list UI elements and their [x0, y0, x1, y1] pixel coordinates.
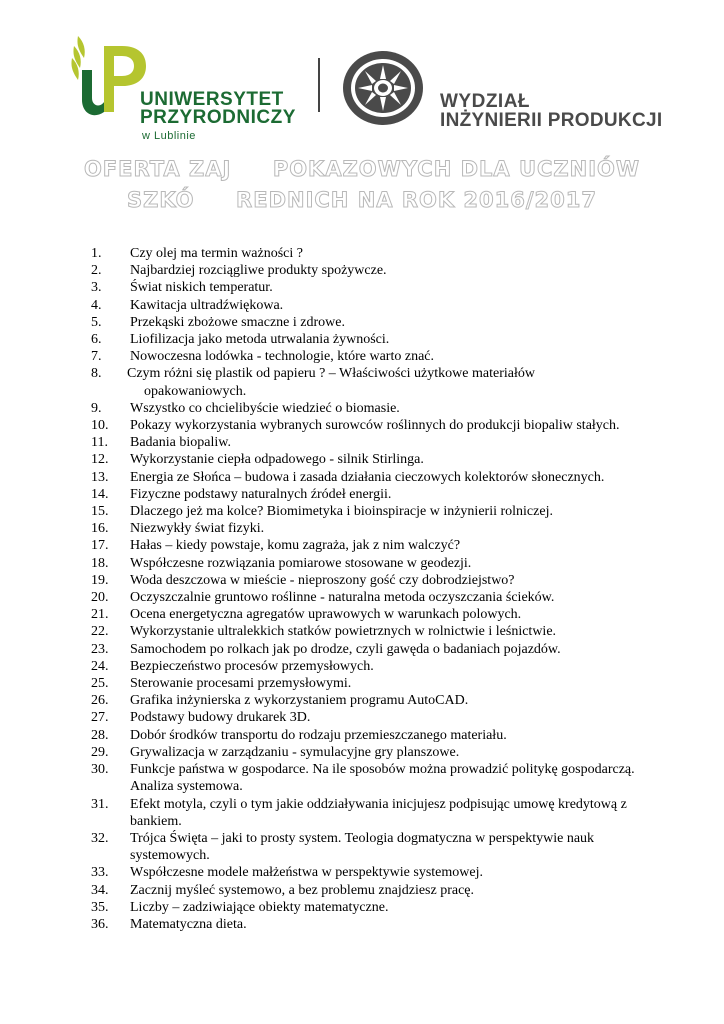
list-item-text-block [130, 434, 674, 451]
list-item-text: Fizyczne podstawy naturalnych źródeł energii. [130, 486, 392, 502]
list-item-text-block [130, 331, 674, 348]
list-item [0, 606, 724, 623]
list-item-number: 22. [91, 624, 109, 640]
list-item [0, 727, 724, 744]
list-item-number: 29. [91, 744, 109, 760]
list-item-number: 14. [91, 486, 109, 502]
list-item-text-block [130, 451, 674, 468]
list-item-text: Wykorzystanie ultralekkich statków powietrznych w rolnictwie i leśnictwie. [130, 624, 557, 640]
title-line1: OFERTA ZAJ POKAZOWYCH DLA UCZNIÓW [83, 157, 641, 181]
list-item-text: Najbardziej rozciągliwe produkty spożywcze. [130, 263, 387, 279]
list-item-text-block [130, 520, 674, 537]
list-item [0, 297, 724, 314]
list-item-number: 2. [91, 263, 102, 279]
list-item-text: Czy olej ma termin ważności ? [130, 246, 303, 261]
list-item [0, 537, 724, 554]
list-item-number: 17. [91, 538, 109, 554]
list-item-number: 34. [91, 882, 109, 898]
list-item-number: 25. [91, 676, 109, 692]
list-item-text: Współczesne modele małżeństwa w perspektywie systemowej. [130, 865, 484, 881]
list-item-text: Hałas – kiedy powstaje, komu zagraża, jak z nim walczyć? [130, 538, 461, 554]
list-item [0, 365, 724, 399]
list-item-number: 20. [91, 590, 109, 606]
list-item-text-block [130, 606, 674, 623]
list-item [0, 555, 724, 572]
list-item-text-block [130, 279, 674, 296]
list-item-text: Grywalizacja w zarządzaniu - symulacyjne gry planszowe. [130, 744, 460, 760]
list-item-text-block [130, 314, 674, 331]
list-item-text-block [130, 589, 674, 606]
list-item-text: Oczyszczalnie gruntowo roślinne - naturalna metoda oczyszczania ścieków. [130, 590, 555, 606]
list-item [0, 503, 724, 520]
list-item [0, 486, 724, 503]
list-item [0, 262, 724, 279]
list-item [0, 692, 724, 709]
list-item-text-block [130, 641, 674, 658]
list-item-number: 1. [91, 246, 102, 261]
list-item [0, 796, 724, 830]
list-item-text: Energia ze Słońca – budowa i zasada działania cieczowych kolektorów słonecznych. [130, 469, 605, 485]
list-item-text-block [130, 262, 674, 279]
list-item-text-continuation: bankiem. [130, 813, 182, 829]
list-item-number: 5. [91, 314, 102, 330]
list-item-number: 15. [91, 504, 109, 520]
university-location: w Lublinie [142, 130, 196, 142]
list-item-number: 24. [91, 658, 109, 674]
list-item-text: Ocena energetyczna agregatów uprawowych w warunkach polowych. [130, 607, 522, 623]
list-item-text: Przekąski zbożowe smaczne i zdrowe. [130, 314, 345, 330]
list-item [0, 331, 724, 348]
faculty-name-line2: INŻYNIERII PRODUKCJI [440, 110, 663, 131]
list-item-text-block [130, 469, 674, 486]
wheel-emblem-icon [341, 49, 425, 127]
list-item-number: 9. [91, 400, 102, 416]
list-item-text-block [130, 675, 674, 692]
list-item [0, 675, 724, 692]
list-item-number: 3. [91, 280, 102, 296]
list-item-text-block [130, 864, 674, 881]
list-item-text: Nowoczesna lodówka - technologie, które warto znać. [130, 349, 434, 365]
list-item-text: Zacznij myśleć systemowo, a bez problemu znajdziesz pracę. [130, 882, 475, 898]
list-item-text-continuation: Analiza systemowa. [130, 779, 243, 795]
list-item-text-block [130, 417, 674, 434]
list-item-text-block [130, 623, 674, 640]
university-name-line2: PRZYRODNICZY [140, 107, 296, 128]
list-item [0, 245, 724, 262]
list-item-text-block [130, 572, 674, 589]
list-item-text-block [130, 692, 674, 709]
list-item-text: Trójca Święta – jaki to prosty system. Teologia dogmatyczna w perspektywie nauk [130, 830, 595, 846]
list-item-text-block [130, 555, 674, 572]
list-item-text-block [130, 744, 674, 761]
list-item [0, 279, 724, 296]
list-item [0, 417, 724, 434]
list-item-text-block [130, 486, 674, 503]
list-item [0, 709, 724, 726]
list-item-number: 6. [91, 332, 102, 348]
list-item-number: 7. [91, 349, 102, 365]
list-item-text-continuation: systemowych. [130, 848, 210, 864]
list-item-number: 8. [91, 366, 102, 382]
list-item-text: Dlaczego jeż ma kolce? Biomimetyka i bioinspiracje w inżynierii rolniczej. [130, 504, 553, 520]
list-item-text: Woda deszczowa w mieście - nieproszony gość czy dobrodziejstwo? [130, 572, 515, 588]
up-logo-icon [70, 36, 150, 120]
list-item-number: 30. [91, 762, 109, 778]
list-item [0, 348, 724, 365]
list-item-number: 18. [91, 555, 109, 571]
list-item-number: 33. [91, 865, 109, 881]
list-item-text: Pokazy wykorzystania wybranych surowców roślinnych do produkcji biopaliw stałych. [130, 418, 620, 434]
list-item-number: 32. [91, 830, 109, 846]
list-item-number: 23. [91, 641, 109, 657]
list-item-text-block [130, 537, 674, 554]
list-item-text-block [130, 899, 674, 916]
list-item-number: 16. [91, 521, 109, 537]
title-line2: SZKÓ REDNICH NA ROK 2016/2017 [126, 188, 598, 212]
list-item-number: 28. [91, 727, 109, 743]
list-item-text: Liczby – zadziwiające obiekty matematyczne. [130, 899, 389, 915]
list-item-text: Wykorzystanie ciepła odpadowego - silnik Stirlinga. [130, 452, 424, 468]
list-item-number: 35. [91, 899, 109, 915]
list-item [0, 400, 724, 417]
list-item-number: 26. [91, 693, 109, 709]
list-item-text: Badania biopaliw. [130, 435, 231, 451]
list-item [0, 589, 724, 606]
list-item [0, 916, 724, 933]
list-item [0, 882, 724, 899]
list-item-text-block [130, 830, 674, 864]
list-item-text-block [130, 916, 674, 933]
list-item-text: Samochodem po rolkach jak po drodze, czyli gawęda o badaniach pojazdów. [130, 641, 561, 657]
list-item-text: Kawitacja ultradźwiękowa. [130, 297, 284, 313]
list-item [0, 434, 724, 451]
list-item-text: Czym różni się plastik od papieru ? – Właściwości użytkowe materiałów [127, 366, 535, 382]
list-item-text: Współczesne rozwiązania pomiarowe stosowane w geodezji. [130, 555, 472, 571]
list-item-number: 31. [91, 796, 109, 812]
list-item-number: 27. [91, 710, 109, 726]
list-item-text: Grafika inżynierska z wykorzystaniem programu AutoCAD. [130, 693, 469, 709]
list-item [0, 761, 724, 795]
list-item-text: Bezpieczeństwo procesów przemysłowych. [130, 658, 374, 674]
university-name [140, 91, 296, 142]
list-item [0, 451, 724, 468]
list-item-number: 11. [91, 435, 108, 451]
list-item-number: 12. [91, 452, 109, 468]
list-item [0, 469, 724, 486]
list-item [0, 314, 724, 331]
list-item-number: 10. [91, 418, 109, 434]
list-item [0, 658, 724, 675]
list-item-text-block [130, 400, 674, 417]
list-item-text-block [130, 658, 674, 675]
list-item-text-block [130, 348, 674, 365]
list-item-text: Efekt motyla, czyli o tym jakie oddziaływania inicjujesz podpisując umowę kredytową z [130, 796, 627, 812]
list-item-number: 21. [91, 607, 109, 623]
offer-list [0, 245, 724, 933]
list-item [0, 830, 724, 864]
list-item-text-block [130, 761, 674, 795]
list-item [0, 623, 724, 640]
list-item-text: Funkcje państwa w gospodarce. Na ile sposobów można prowadzić politykę gospodarczą. [130, 762, 635, 778]
list-item-text: Dobór środków transportu do rodzaju przemieszczanego materiału. [130, 727, 507, 743]
page-header [0, 0, 724, 150]
list-item-text-block [130, 503, 674, 520]
list-item-text-block [130, 245, 674, 262]
list-item-text-block [130, 709, 674, 726]
list-item [0, 864, 724, 881]
logo-divider [318, 58, 320, 112]
list-item-text-block [130, 727, 674, 744]
list-item-text-block [130, 882, 674, 899]
list-item-number: 13. [91, 469, 109, 485]
list-item-number: 19. [91, 572, 109, 588]
list-item [0, 744, 724, 761]
list-item-number: 4. [91, 297, 102, 313]
faculty-name-line1: WYDZIAŁ [440, 91, 531, 112]
list-item-text: Podstawy budowy drukarek 3D. [130, 710, 311, 726]
list-item-text: Wszystko co chcielibyście wiedzieć o biomasie. [130, 400, 400, 416]
list-item-text-block [130, 796, 674, 830]
list-item [0, 520, 724, 537]
list-item-text: Liofilizacja jako metoda utrwalania żywności. [130, 332, 390, 348]
list-item [0, 572, 724, 589]
list-item-text-continuation: opakowaniowych. [144, 383, 247, 399]
list-item-text-block [127, 365, 674, 399]
list-item-text: Matematyczna dieta. [130, 916, 247, 932]
list-item-text: Sterowanie procesami przemysłowymi. [130, 676, 352, 692]
list-item-text: Świat niskich temperatur. [130, 280, 273, 296]
list-item [0, 899, 724, 916]
university-name-line1: UNIWERSYTET [140, 89, 284, 110]
list-item-text-block [130, 297, 674, 314]
list-item [0, 641, 724, 658]
list-item-text: Niezwykły świat fizyki. [130, 521, 265, 537]
list-item-number: 36. [91, 916, 109, 932]
faculty-name [440, 92, 662, 130]
